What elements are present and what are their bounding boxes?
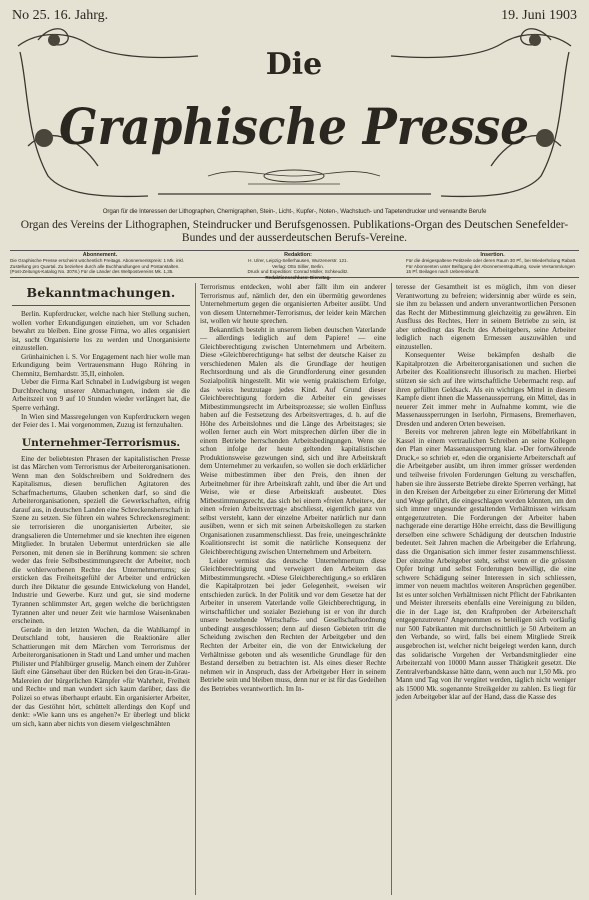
title-word-die: Die — [265, 47, 323, 82]
article-paragraph: Konsequenter Weise bekämpfen deshalb die Kapitalprotzen die Arbeiterorganisationen und suchen die Arbeiter des Koalitionsrecht illusorisch zu machen. Hierbei stützen sie sich auf ihre wirtschaftliche Uebermacht resp. auf ihren gefüllten Geldsack. Als ein wichtiges Mittel in diesem Kampfe dient ihnen die Massenaussperrung, ein Mittel, das in neuerer Zeit immer mehr in Aufnahme kommt, wie die Massenaussperrungen in Iserlohn, Pirmasens, Bremerhaven, Dresden und anderen Orten beweisen. — [396, 351, 576, 428]
insertion-text: Für die dreigespaltene Petitzeile oder deren Raum 30 Pf., bei Wiederholung Rabatt. Für Abonnenten unter Beifügung der Abonnementsquittung, sowie Versammlungen 15 Pf. Beilagen nach Uebereinkunft. — [406, 258, 577, 275]
article-paragraph: Leider vermisst das deutsche Unternehmertum diese Gleichberechtigung und verweigert den Arbeitern das Mitbestimmungsrecht. »Diese Gleichberechtigung,« so erklären die Kapitalprotzen bei jeder Gelegenheit, »weisen wir entschieden zurück. In der Politik und vor dem Gesetze hat der Arbeiter in unserem Vaterlande volle Gleichberechtigung, in wirtschaftlicher und sozialer Beziehung ist er von ihr durch unsere bestehende Wirtschafts- und Gesellschaftsordnung unbedingt ausgeschlossen; denn auf diesen Gebieten tritt die Scheidung zwischen den Rechten der Arbeitgeber und den Rechten der Arbeiter ein, die von der Entwickelung der Verhältnisse geboten und als wesentliche Grundlage für den Bestand derselben zu betrachten ist. Als eines dieser Rechte nehmen wir in Anspruch, dass der Arbeitgeber Herr in seinem Betriebe sein und bleiben muss, denn nur er ist für das Gedeihen des Betriebes verantwortlich. Im In- — [200, 556, 386, 693]
top-line — [12, 8, 577, 26]
abonnement-heading: Abonnement. — [82, 252, 118, 258]
redaktion-line3: Druck und Expedition: Conrad Müller, Schkeuditz. — [247, 269, 349, 275]
heading-unternehmer-terrorismus: Unternehmer-Terrorismus. — [21, 436, 181, 449]
subtitle-organ: Organ des Vereins der Lithographen, Steindrucker und Berufsgenossen. Publikations-Organ des Deutschen Senefelder-Bundes und der ausserdeutschen Berufs-Vereine. — [20, 219, 569, 244]
abonnement-box — [10, 253, 190, 275]
column-divider-1 — [195, 283, 196, 895]
notice-gruenhainichen: Grünhainichen i. S. Vor Engagement nach hier wolle man Erkundigung beim Vertrauensmann Hugo Röhring in Chemnitz, Bernhardstr. 35,II, einholen. — [12, 352, 190, 378]
redaktion-line1: H. Ulrer, Leipzig-Sellerhausen, Wurzenerstr. 121. — [248, 258, 348, 264]
masthead — [8, 26, 581, 204]
issue-number: No 25. 16. Jahrg. — [12, 8, 109, 23]
insertion-heading: Insertion. — [480, 252, 505, 258]
redaktion-line2: Verlag: Otto Sillier, Berlin. — [271, 263, 325, 269]
redaktion-box — [200, 252, 396, 280]
article-paragraph: teresse der Gesamtheit ist es möglich, ihm von dieser Verantwortung zu befreien; widersinnig aber würde es sein, sie ihm zu belassen und andern unverantwortlichen Personen das Recht der Mitbestimmung gleichzeitig zu gewähren. Ein Ausfluss des Rechtes, Herr in seinem Betriebe zu sein, ist aber unbedingt das Recht des Arbeitgebers, seine Arbeiter lediglich nach eigenem Ermessen auszuwählen und einzustellen. — [396, 283, 576, 351]
subtitle-professions: Organ für die Interessen der Lithographen, Chemigraphen, Stein-, Licht-, Kupfer-, Noten-, Wachstuch- und Tapetendrucker und verwandte Berufe — [102, 208, 487, 215]
article-paragraph: Eine der beliebtesten Phrasen der kapitalistischen Presse ist das Märchen vom Terrorismus der Arbeiterorganisationen. Wenn man den Soldschreibern und Soldrednern des Kapitalismus, diesen beruflichen Agitatoren des Scharfmachertums, Glauben schenken darf, so sind die Arbeiterorganisationen, speziell die Gewerkschaften, eifrig darauf aus, in deutschen Landen eine Schreckensherrschaft in Szene zu setzen. Sie führen ein wahres Schreckensregiment: sie terrorisieren die unorganisierten Arbeiter, sie drangsalieren die Unternehmer und sie knechten ihre eigenen Mitglieder. In brutalen Uebermut unterdrücken sie alle Personen, mit denen sie in Berührung kommen: sie schren weder das freie Selbstbestimmungsrecht der Arbeiter, noch die wohlerworbenen Rechte des Unternehmertums; sie ersticken das Freiheitsgefühl der Arbeiter und erdrücken durch ihre Diktatur die gesunde Entwickelung von Handel, Industrie und Gewerbe. Kurz und gut, sie sind moderne Tyrannen schlimmster Art, gegen welche die berüchtigsten Tyrannen alter und neuer Zeit wie harmlose Waisenknaben erscheinen. — [12, 454, 190, 626]
notice-berlin: Berlin. Kupferdrucker, welche nach hier Stellung suchen, wollen vorher Erkundigungen einziehen, um vor Schaden bewahrt zu bleiben. Eine grosse Firma, wo alles organisiert ist, sucht Organisierte los zu werden und Unorganisierte einzustellen. — [12, 310, 190, 353]
masthead-ornament — [8, 26, 581, 204]
article-paragraph: Gerade in den letzten Wochen, da die Wahlkampf in Deutschland tobt, hausieren die Reaktionäre aller Schattierungen mit dem Märchen vom Terrorismus der Arbeiterorganisationen in Stadt und Land umher und machen Philister und Pfahlbürger gruselig. Manch einem der Zuhörer läuft eine Gänsehaut über den Rücken bei den Grau-in-Grau-Malereien der bürgerlichen Kämpfer »für Wahrheit, Freiheit und Recht« und man wundert sich kaum darüber, dass die Polizei so etwas überhaupt erlaubt. Ein organisierter Arbeiter, der das Gestöhnt hört, schüttelt allerdings den Kopf und denkt: »Wie kann uns es angehen?« Er überlegt und blickt um sich, kann aber nichts von diesem vielgeschmähten — [12, 625, 190, 728]
issue-date: 19. Juni 1903 — [501, 8, 577, 23]
heading-bekanntmachungen: Bekanntmachungen. — [26, 285, 176, 300]
column-2 — [200, 283, 386, 895]
column-1 — [12, 283, 190, 895]
notice-wien: In Wien sind Massregelungen von Kupferdruckern wegen der Feier des 1. Mai vorgenommen, Zuzug ist fernzuhalten. — [12, 412, 190, 430]
redaktion-line4: Redaktionsschluss: Dienstag. — [265, 274, 331, 280]
insertion-box — [406, 253, 579, 275]
article-paragraph: Terrorismus entdecken, wohl aber fällt ihm ein anderer Terrorismus auf, nämlich der, den ein übermütig gewordenes Unternehmertum gegen die organisierten Arbeiter ausübt. Und von diesem Unternehmer-Terrorismus, der leider kein Märchen ist, wollen wir heute sprechen. — [200, 283, 386, 326]
column-3 — [396, 283, 576, 895]
title-graphische-presse: Graphische Presse — [59, 97, 529, 156]
column-divider-2 — [391, 283, 392, 895]
abonnement-text: Die Graphische Presse erscheint wöchentlich Freitags. Abonnementspreis: 1 Mk. inkl. Zustellung pro Quartal. Zu beziehen durch alle Buchhandlungen und Postanstalten. (Post-Zeitungs-Katalog No. 3078.) Für die Länder des Weltpostvereins Mk. 1,35. — [10, 258, 185, 275]
redaktion-heading: Redaktion: — [284, 252, 312, 258]
article-paragraph: Bereits vor mehreren jahren legte ein Möbelfabrikant in Kassel in einem vertraulichen Schreiben an seine Kollegen den Plan einer Massenaussperrung klar. »Der fortwährende Druck,« so schrieb er, »den die organisierte Arbeiterschaft auf die Arbeitgeber ausübt, um ihren immer grösser werdenden und teilweise frivolen Forderungen Geltung zu verschaffen, haben sie ihre äusserste Betriebe direkte Sperren verhängt, hat in den Kreisen der Arbeitgeber zu einer Erörterung der Mittel und Wege geführt, die eingeschlagen werden könnten, um den sich immer ungesunder gestaltenden Verhältnissen wirksam entgegenzutreten. Die Forderungen der Arbeiter haben nachgerade eine derartige Höhe erreicht, dass die Bewilligung derselben eine schwere Schädigung der deutschen Industrie bedeutet. Seit Jahren machen die Arbeitgeber die Erfahrung, dass die Organisation sich immer fester zusammenschliesst. Der einzelne Arbeitgeber steht, selbst wenn er die grössten Opfer bringt und selbst Forderungen bewilligt, die eine schwere Schädigung seiner Interessen in sich schliessen, immer von neuem machtlos weiteren Ansprüchen gegenüber. Ist es unter solchen Verhältnissen nicht Pflicht der Fabrikanten und Meister ihrerseits ebenfalls eine Vereinigung zu bilden, die in der Lage ist, den Kraftproben der Arbeiterschaft entgegenzutreten? Angenommen es beteiligen sich vorläufig nur 500 Fabrikanten mit durchschnittlich je 50 Arbeitern an den Verbande, so wird, falls bei einem Mitgliede Streik ausgebrochen ist, welcher nicht beigelegt werden kann, durch das solidarische Vorgehen der Verbandsmitglieder eine Arbeiterzahl von 10000 Mann ausser Thätigkeit gesetzt. Die Zentralverbandskasse hätte dann, wenn auch nur 1,50 Mk. pro Mann und Tag von ihr vergütet werden, täglich nicht weniger als 15000 Mk. sogenannte Streikgelder zu zahlen. Es liegt für jeden Arbeitgeber klar auf der Hand, dass die Kasse des — [396, 428, 576, 702]
info-bar — [10, 250, 579, 278]
heading-rule — [12, 305, 190, 306]
article-paragraph: Bekanntlich besteht in unserem lieben deutschen Vaterlande — allerdings lediglich auf dem Papiere! — eine Gleichberechtigung zwischen Unternehmern und Arbeitern. Diese »Gleichberechtigung« hat selbst der deutsche Kaiser zu verschiedenen Malen als die Grundlage der heutigen Rechtsordnung und als die Grundforderung einer gesunden Sozialpolitik hingestellt. Mit wie wenig praktischem Erfolge, das weiss heutzutage jedes Kind. Auf Grund dieser Gleichberechtigung fordern die Arbeiter ein gewisses Mitbestimmungsrecht im Arbeitsprozesse; sie wollen Einfluss haben auf die Festsetzung des Arbeitsvertrages, d. h. auf die Höhe des Arbeitslohnes und die Länge des Arbeitstages; sie wollen ferner auch ein Wort mitsprechen dürfen über die in einem Betriebe herrschenden Arbeitsbedingungen. Wenn sie schon infolge der heute geltenden kapitalistischen Produktionsweise gezwungen sind, sich und ihre Arbeitskraft dem Unternehmer zu verkaufen, so wollen sie doch erklärlicher Weise mitbestimmen über den Preis, den ihnen der Arbeitnehmer für ihre Arbeitskraft zahlt, und über die Art und Weise, wie er diese Arbeitskraft ausbeutet. Dies Mitbestimmungsrecht, das sich bei einem »freien Arbeiter«, der einen »freien Arbeitsvertrag« abschliesst, eigentlich ganz von selbst versteht, kann der einzelne Arbeiter natürlich nur dann ausüben, wenn er sich mit seinen Arbeitskollegen zu starken Organisationen zusammenschliesst. Das freie, uneingeschränkte Koalitionsrecht ist somit die natürliche Konsequenz der Gleichberechtigung zwischen Unternehmern und Arbeitern. — [200, 325, 386, 556]
notice-schnabel: Ueber die Firma Karl Schnabel in Ludwigsburg ist wegen Durchbrechung unserer Abmachungen, indem sie die Arbeitszeit von 9 auf 10 Stunden wieder verlängert hat, die Sperre verhängt. — [12, 378, 190, 413]
